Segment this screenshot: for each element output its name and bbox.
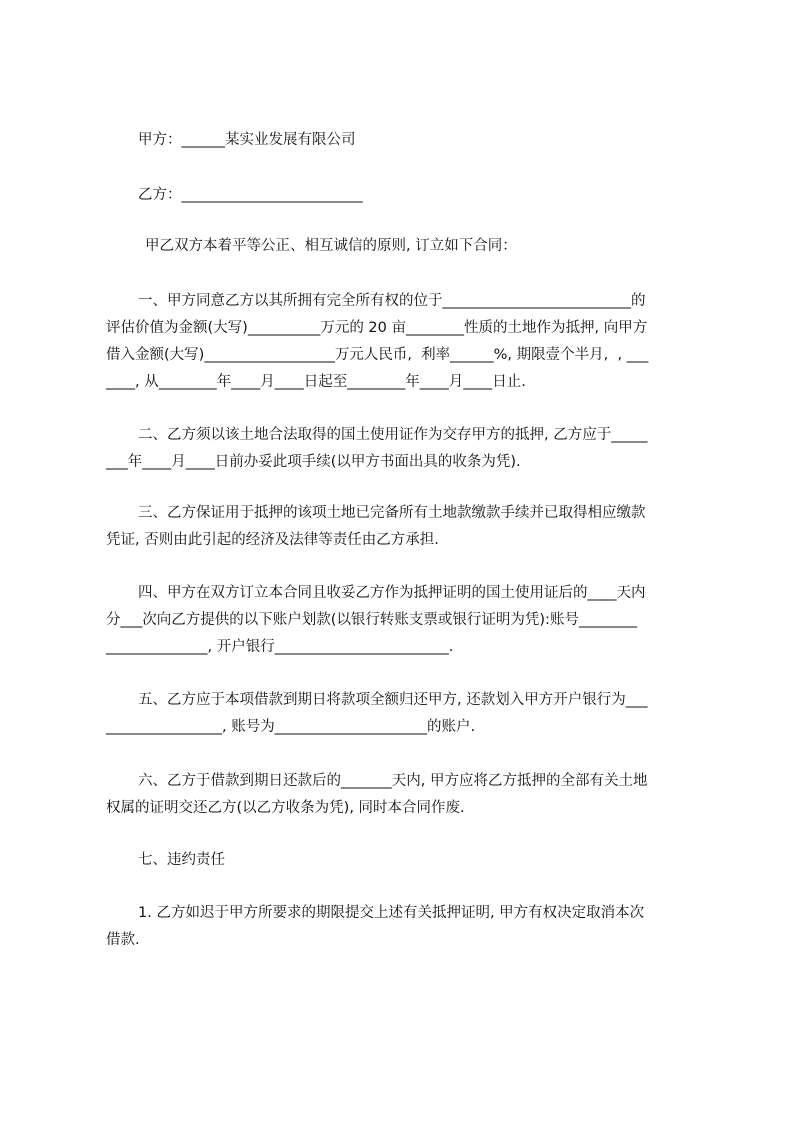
clause-2-line-2: ___年____月____日前办妥此项手续(以甲方书面出具的收条为凭).: [106, 454, 521, 470]
clause-5-line-1: 五、乙方应于本项借款到期日将款项全额归还甲方, 还款划入甲方开户银行为___: [138, 692, 648, 708]
clause-3-line-2: 凭证, 否则由此引起的经济及法律等责任由乙方承担.: [106, 532, 439, 548]
clause-1-line-3: 借入金额(大写)__________________万元人民币, 利率______%, 期限壹个半月, , ___: [106, 347, 649, 363]
party-a-line: 甲方：______某实业发展有限公司: [138, 132, 356, 148]
clause-5-line-2: ________________, 账号为_____________________的账户.: [106, 719, 476, 735]
clause-6-line-2: 权属的证明交还乙方(以乙方收条为凭), 同时本合同作废.: [106, 800, 465, 816]
preamble: 甲乙双方本着平等公正、相互诚信的原则, 订立如下合同：: [145, 238, 517, 254]
clause-1-line-1: 一、甲方同意乙方以其所拥有完全所有权的位于__________________________的: [138, 293, 646, 309]
clause-4-line-1: 四、甲方在双方订立本合同且收妥乙方作为抵押证明的国土使用证后的____天内: [138, 585, 646, 601]
clause-3-line-1: 三、乙方保证用于抵押的该项土地已完备所有土地款缴款手续并已取得相应缴款: [138, 505, 646, 521]
clause-4-line-2: 分___次向乙方提供的以下账户划款(以银行转账支票或银行证明为凭):账号________: [106, 612, 637, 628]
clause-2-line-1: 二、乙方须以该土地合法取得的国土使用证作为交存甲方的抵押, 乙方应于_____: [138, 427, 648, 443]
clause-7-heading: 七、违约责任: [138, 852, 225, 868]
clause-7-1-line-1: 1. 乙方如迟于甲方所要求的期限提交上述有关抵押证明, 甲方有权决定取消本次: [138, 905, 645, 921]
clause-6-line-1: 六、乙方于借款到期日还款后的_______天内, 甲方应将乙方抵押的全部有关土地: [138, 773, 648, 789]
clause-1-line-2: 评估价值为金额(大写)__________万元的 20 亩________性质的土地作为抵押, 向甲方: [106, 320, 648, 336]
clause-1-line-4: ____, 从________年____月____日起至________年____月____日止.: [106, 374, 526, 390]
clause-7-1-line-2: 借款.: [106, 932, 140, 948]
clause-4-line-3: ______________, 开户银行________________________.: [106, 639, 454, 655]
party-b-line: 乙方：_________________________: [138, 187, 363, 203]
